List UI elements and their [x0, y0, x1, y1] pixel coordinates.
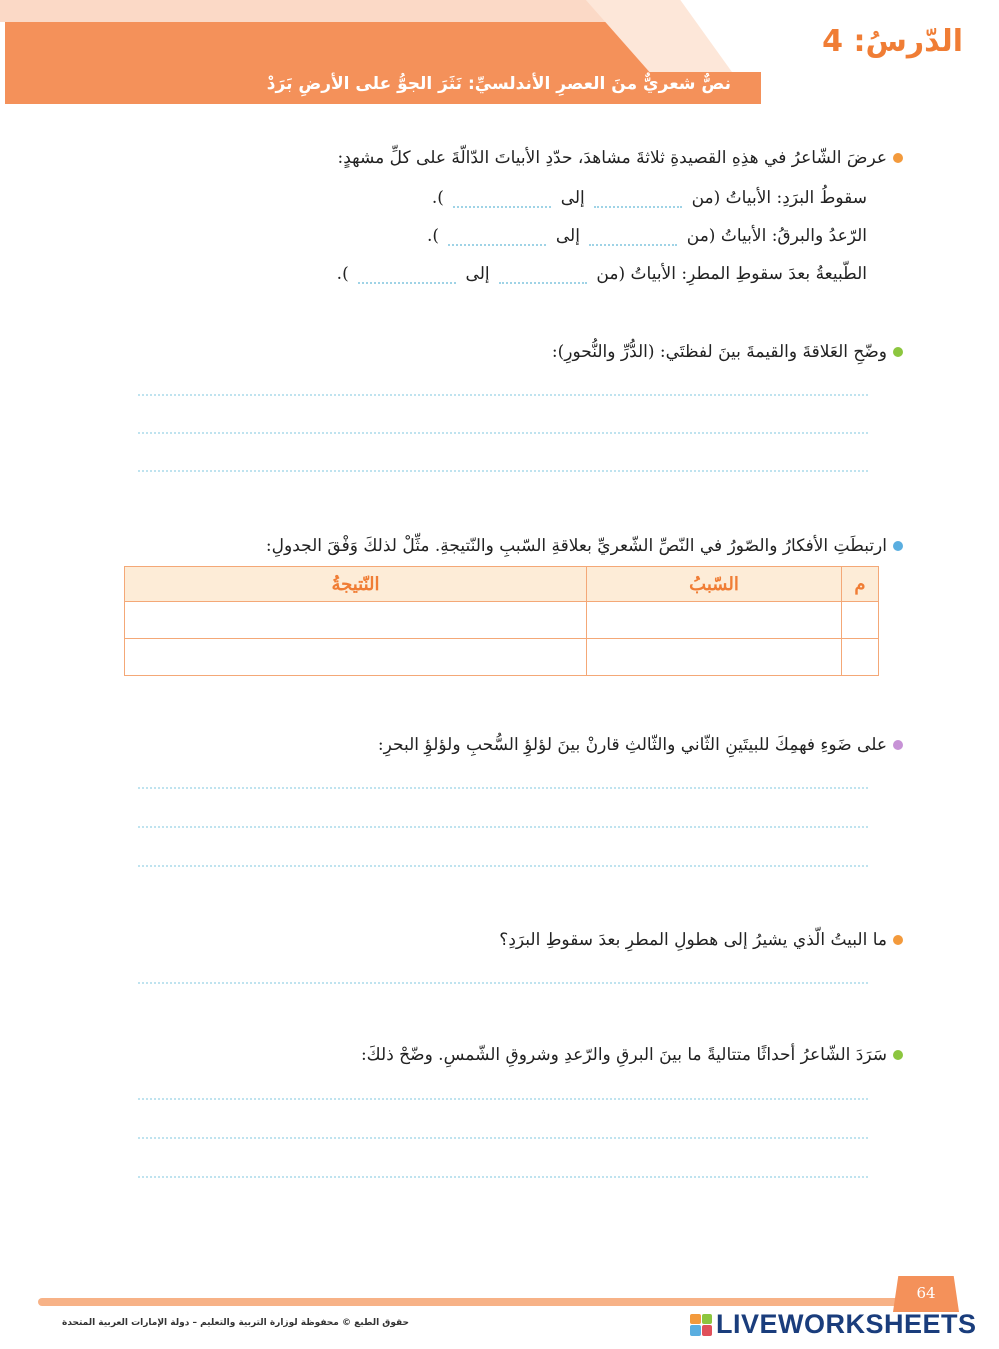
answer-line[interactable] — [138, 865, 868, 867]
scene-1-to-input[interactable] — [453, 192, 551, 208]
cell-result[interactable] — [125, 639, 587, 676]
cause-result-table — [124, 566, 879, 676]
bullet-icon — [893, 541, 903, 551]
answer-line[interactable] — [138, 787, 868, 789]
bullet-icon — [893, 740, 903, 750]
table-row — [125, 639, 879, 676]
answer-line[interactable] — [138, 394, 868, 396]
brand-name: LIVEWORKSHEETS — [716, 1309, 977, 1339]
scene-1-label: سقوطُ البرَدِ: الأبياتُ (من — [691, 188, 867, 208]
answer-line[interactable] — [138, 1137, 868, 1139]
question-3-text: ارتبطَتِ الأفكارُ والصّورُ في النّصِّ الشّعريِّ بعلاقةِ السّببِ والنّتيجةِ. مثِّلْ لذلكَ وَفْقَ الجدولِ: — [265, 536, 887, 556]
scene-1-to: إلى — [560, 188, 585, 208]
cell-cause[interactable] — [587, 602, 842, 639]
cell-m[interactable] — [842, 639, 879, 676]
scene-2-to-input[interactable] — [448, 230, 546, 246]
question-4-text: على ضَوءِ فهمِكَ للبيتَينِ الثّاني والثّالثِ قارنْ بينَ لؤلؤِ السُّحبِ ولؤلؤِ البحرِ: — [377, 735, 887, 755]
scene-2-from-input[interactable] — [589, 230, 677, 246]
question-1 — [337, 148, 903, 168]
liveworksheets-icon — [690, 1314, 712, 1336]
answer-line[interactable] — [138, 982, 868, 984]
page-number: 64 — [916, 1284, 936, 1302]
bullet-icon — [893, 935, 903, 945]
table-header-row — [125, 567, 879, 602]
copyright-text: حقوق الطبع © محفوظة لوزارة التربية والتعليم – دولة الإمارات العربية المتحدة — [62, 1318, 409, 1328]
question-6 — [361, 1045, 903, 1065]
bullet-icon — [893, 1050, 903, 1060]
header-cause: السّببُ — [587, 567, 842, 602]
footer-bar — [38, 1298, 943, 1306]
question-5 — [499, 930, 903, 950]
bullet-icon — [893, 347, 903, 357]
question-2-text: وضّحِ العَلاقةَ والقيمةَ بينَ لفظتَي: (الدُّرِّ والنُّحورِ): — [551, 342, 887, 362]
cell-result[interactable] — [125, 602, 587, 639]
question-5-text: ما البيتُ الّذي يشيرُ إلى هطولِ المطرِ بعدَ سقوطِ البرَدِ؟ — [499, 930, 887, 950]
cell-cause[interactable] — [587, 639, 842, 676]
scene-3-label: الطّبيعةُ بعدَ سقوطِ المطرِ: الأبياتُ (من — [596, 264, 867, 284]
answer-line[interactable] — [138, 1176, 868, 1178]
scene-1-close: ). — [431, 188, 444, 208]
scene-1-row — [432, 188, 867, 208]
scene-3-from-input[interactable] — [499, 268, 587, 284]
answer-line[interactable] — [138, 826, 868, 828]
header-m: م — [842, 567, 879, 602]
header-result: النّتيجةُ — [125, 567, 587, 602]
answer-line[interactable] — [138, 470, 868, 472]
question-6-text: سَرَدَ الشّاعرُ أحداثًا متتاليةً ما بينَ البرقِ والرّعدِ وشروقِ الشّمسِ. وضّحْ ذلكَ: — [360, 1045, 887, 1065]
cell-m[interactable] — [842, 602, 879, 639]
scene-3-row — [337, 264, 867, 284]
bullet-icon — [893, 153, 903, 163]
question-1-text: عرضَ الشّاعرُ في هذِهِ القصيدةِ ثلاثةَ مشاهدَ، حدّدِ الأبياتَ الدّالّةَ على كلِّ مشهدٍ: — [337, 148, 887, 168]
lesson-subtitle: نصٌّ شعريٌّ منَ العصرِ الأندلسيِّ: نَثَرَ الجوُّ على الأرضِ بَرَدْ — [266, 74, 731, 94]
scene-1-from-input[interactable] — [594, 192, 682, 208]
question-2 — [552, 342, 903, 362]
scene-3-to: إلى — [465, 264, 490, 284]
answer-line[interactable] — [138, 432, 868, 434]
question-3 — [266, 536, 903, 556]
scene-2-label: الرّعدُ والبرقُ: الأبياتُ (من — [686, 226, 867, 246]
table-row — [125, 602, 879, 639]
lesson-title: الدّرسُ: 4 — [822, 24, 963, 59]
brand-logo[interactable] — [690, 1309, 977, 1340]
scene-2-to: إلى — [555, 226, 580, 246]
scene-2-close: ). — [427, 226, 440, 246]
scene-2-row — [427, 226, 867, 246]
scene-3-close: ). — [336, 264, 349, 284]
question-4 — [378, 735, 903, 755]
answer-line[interactable] — [138, 1098, 868, 1100]
scene-3-to-input[interactable] — [358, 268, 456, 284]
